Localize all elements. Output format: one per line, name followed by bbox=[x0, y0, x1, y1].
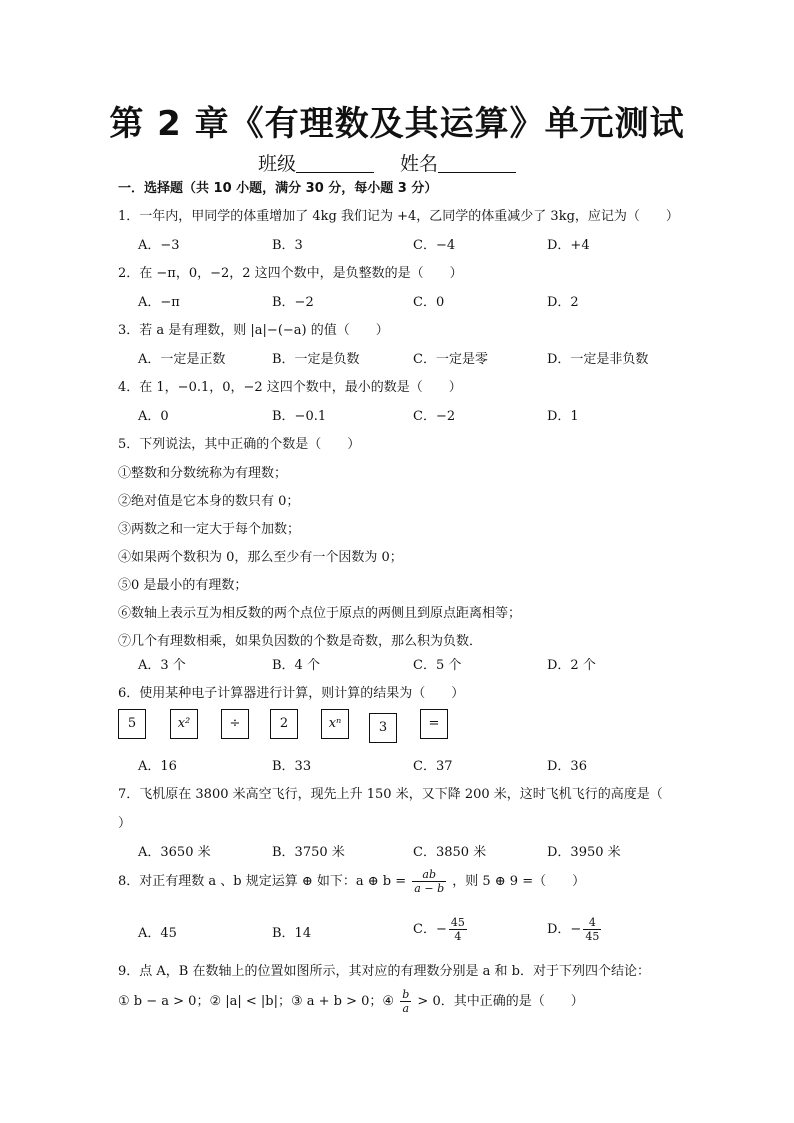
question-7-continued: ） bbox=[118, 816, 132, 831]
name-label: 姓名 bbox=[400, 153, 439, 175]
section-heading: 一．选择题（共 10 小题，满分 30 分，每小题 3 分） bbox=[118, 181, 438, 196]
question-6: 6．使用某种电子计算器进行计算，则计算的结果为（ ） bbox=[118, 686, 465, 701]
option-c[interactable]: C．−2 bbox=[413, 409, 456, 424]
statement-6: ⑥数轴上表示互为相反数的两个点位于原点的两侧且到原点距离相等； bbox=[118, 606, 522, 621]
option-a[interactable]: A．45 bbox=[138, 926, 177, 941]
question-9-text-b: > 0．其中正确的是（ ） bbox=[417, 994, 584, 1009]
option-d[interactable]: D．1 bbox=[547, 409, 579, 424]
fraction-denominator: 4 bbox=[454, 930, 462, 943]
statement-4: ④如果两个数积为 0，那么至少有一个因数为 0； bbox=[118, 550, 403, 565]
question-8-text-b: ，则 5 ⊕ 9 =（ ） bbox=[452, 874, 586, 889]
question-7: 7．飞机原在 3800 米高空飞行，现先上升 150 米，又下降 200 米，这时飞机飞行的高度是（ bbox=[118, 787, 663, 802]
option-b[interactable]: B．3 bbox=[272, 238, 303, 253]
option-c-label: C．− bbox=[413, 922, 447, 937]
calculator-key-5: 5 bbox=[118, 709, 146, 739]
question-9-text-a: ① b − a > 0；② |a| < |b|；③ a + b > 0；④ bbox=[118, 994, 395, 1009]
option-a[interactable]: A．16 bbox=[138, 759, 177, 774]
question-2: 2．在 −π，0，−2，2 这四个数中，是负整数的是（ ） bbox=[118, 266, 463, 281]
option-a[interactable]: A．−3 bbox=[138, 238, 180, 253]
question-9: 9．点 A，B 在数轴上的位置如图所示，其对应的有理数分别是 a 和 b．对于下列四个结论： bbox=[118, 964, 650, 979]
fraction-numerator: 4 bbox=[583, 916, 601, 930]
statement-3: ③两数之和一定大于每个加数； bbox=[118, 522, 301, 537]
option-b[interactable]: B．33 bbox=[272, 759, 312, 774]
option-a[interactable]: A．一定是正数 bbox=[138, 352, 226, 367]
class-blank[interactable] bbox=[296, 154, 374, 173]
option-c[interactable]: C．37 bbox=[413, 759, 453, 774]
calculator-key-power: xⁿ bbox=[321, 709, 349, 739]
name-blank[interactable] bbox=[438, 154, 516, 173]
option-a[interactable]: A．0 bbox=[138, 409, 169, 424]
option-a[interactable]: A．3650 米 bbox=[138, 845, 211, 860]
calculator-key-equals: = bbox=[420, 709, 448, 739]
question-9-conclusions bbox=[118, 988, 584, 1015]
option-d[interactable]: D．+4 bbox=[547, 238, 590, 253]
option-c[interactable]: C．0 bbox=[413, 295, 445, 310]
option-c[interactable]: C．5 个 bbox=[413, 658, 462, 673]
statement-7: ⑦几个有理数相乘，如果负因数的个数是奇数，那么积为负数． bbox=[118, 634, 483, 649]
fraction-numerator: b bbox=[402, 988, 410, 1001]
option-b[interactable]: B．一定是负数 bbox=[272, 352, 360, 367]
calculator-key-sequence bbox=[118, 709, 478, 741]
option-b[interactable]: B．4 个 bbox=[272, 658, 320, 673]
question-9-fraction bbox=[400, 988, 411, 1015]
calculator-key-3: 3 bbox=[369, 713, 397, 743]
option-c[interactable]: C．−4 bbox=[413, 238, 456, 253]
question-3: 3．若 a 是有理数，则 |a|−(−a) 的值（ ） bbox=[118, 323, 389, 338]
student-info bbox=[0, 149, 794, 176]
question-4: 4．在 1，−0.1，0，−2 这四个数中，最小的数是（ ） bbox=[118, 380, 462, 395]
fraction-denominator: a − b bbox=[414, 882, 445, 895]
option-c[interactable] bbox=[413, 916, 469, 943]
option-d[interactable]: D．2 bbox=[547, 295, 579, 310]
option-b[interactable]: B．3750 米 bbox=[272, 845, 345, 860]
question-1: 1．一年内，甲同学的体重增加了 4kg 我们记为 +4，乙同学的体重减少了 3kg，应记为（ ） bbox=[118, 209, 679, 224]
fraction-numerator: ab bbox=[412, 868, 446, 882]
option-d[interactable]: D．2 个 bbox=[547, 658, 596, 673]
option-a[interactable]: A．−π bbox=[138, 295, 180, 310]
class-label: 班级 bbox=[257, 153, 296, 175]
calculator-key-2: 2 bbox=[270, 709, 298, 739]
question-8-fraction bbox=[412, 868, 446, 895]
option-d[interactable]: D．3950 米 bbox=[547, 845, 621, 860]
option-b[interactable]: B．14 bbox=[272, 926, 312, 941]
question-8 bbox=[118, 868, 585, 895]
option-d[interactable]: D．一定是非负数 bbox=[547, 352, 649, 367]
question-8-text-a: 8．对正有理数 a 、b 规定运算 ⊕ 如下：a ⊕ b = bbox=[118, 874, 407, 889]
calculator-key-divide: ÷ bbox=[221, 709, 249, 739]
statement-2: ②绝对值是它本身的数只有 0； bbox=[118, 494, 300, 509]
option-c[interactable]: C．一定是零 bbox=[413, 352, 488, 367]
option-d-fraction bbox=[583, 916, 601, 943]
statement-5: ⑤0 是最小的有理数； bbox=[118, 578, 248, 593]
option-c[interactable]: C．3850 米 bbox=[413, 845, 487, 860]
option-d[interactable] bbox=[547, 916, 603, 943]
option-a[interactable]: A．3 个 bbox=[138, 658, 186, 673]
fraction-numerator: 45 bbox=[450, 916, 465, 929]
option-d[interactable]: D．36 bbox=[547, 759, 587, 774]
calculator-key-square: x² bbox=[170, 709, 198, 739]
option-b[interactable]: B．−0.1 bbox=[272, 409, 327, 424]
option-b[interactable]: B．−2 bbox=[272, 295, 314, 310]
option-d-label: D．− bbox=[547, 922, 582, 937]
option-c-fraction bbox=[449, 916, 467, 943]
page-title: 第 2 章《有理数及其运算》单元测试 bbox=[109, 104, 685, 144]
question-5: 5．下列说法，其中正确的个数是（ ） bbox=[118, 437, 361, 452]
fraction-denominator: 45 bbox=[585, 930, 600, 943]
fraction-denominator: a bbox=[402, 1002, 410, 1015]
statement-1: ①整数和分数统称为有理数； bbox=[118, 466, 288, 481]
